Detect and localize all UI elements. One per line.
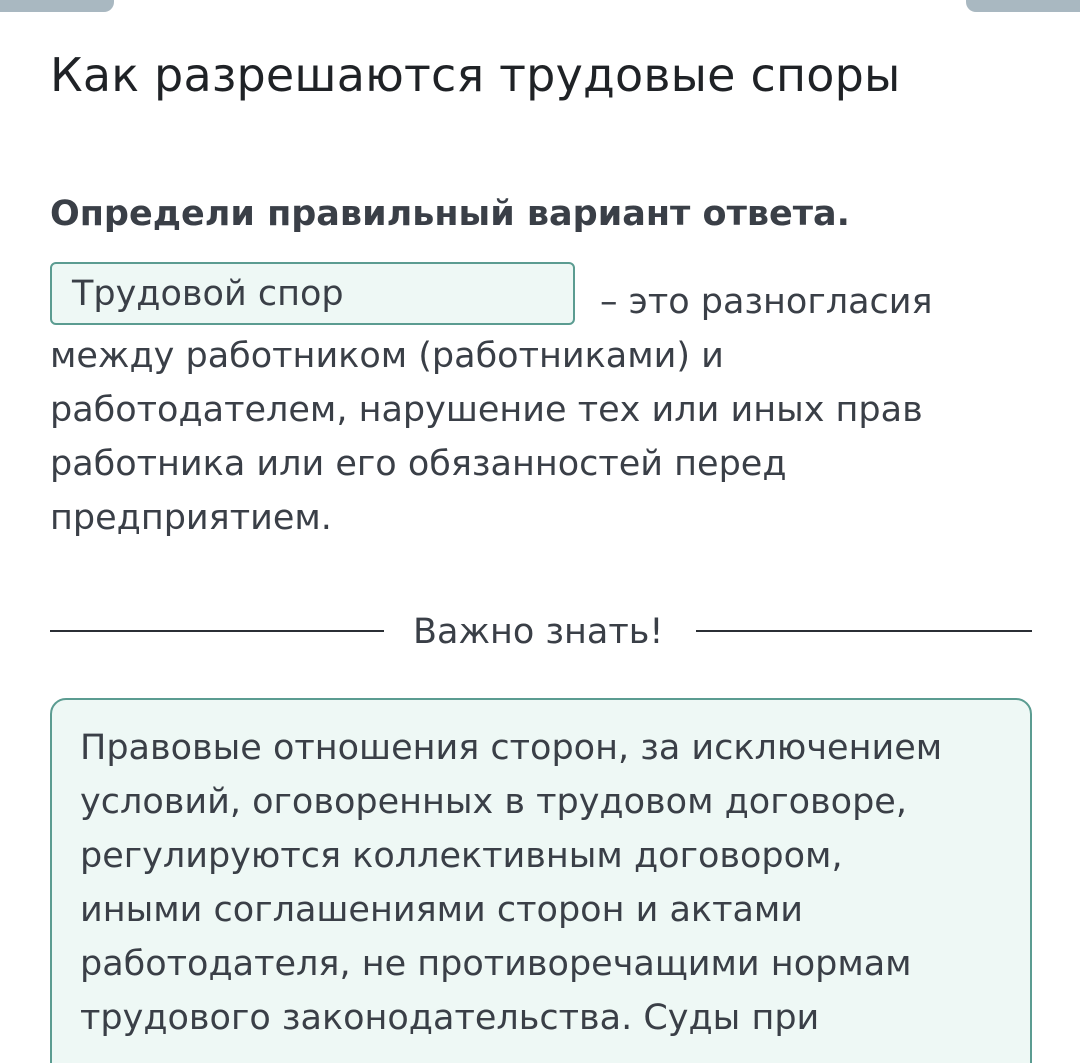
top-left-tab[interactable] [0,0,114,12]
selected-answer: Трудовой спор [72,273,344,314]
info-text-line-6: трудового законодательства. Суды при [80,998,820,1038]
sentence-text-line-4: работника или его обязанностей перед [50,444,787,484]
answer-dropdown[interactable] [50,262,575,325]
info-text-line-2: условий, оговоренных в трудовом договоре, [80,782,907,822]
info-text-line-5: работодателя, не противоречащими нормам [80,944,912,984]
page-title: Как разрешаются трудовые споры [50,48,901,102]
info-text-line-1: Правовые отношения сторон, за исключением [80,728,943,768]
important-heading: Важно знать! [413,612,664,652]
sentence-text-line-2: между работником (работниками) и [50,336,724,376]
sentence-text-line-1: – это разногласия [600,282,933,322]
info-text-line-4: иными соглашениями сторон и актами [80,890,804,930]
divider-left [50,630,384,632]
info-text-line-3: регулируются коллективным договором, [80,836,843,876]
sentence-text-line-3: работодателем, нарушение тех или иных прав [50,390,923,430]
divider-right [696,630,1032,632]
top-right-tab[interactable] [966,0,1080,12]
task-instruction: Определи правильный вариант ответа. [50,194,850,234]
sentence-text-line-5: предприятием. [50,498,332,538]
